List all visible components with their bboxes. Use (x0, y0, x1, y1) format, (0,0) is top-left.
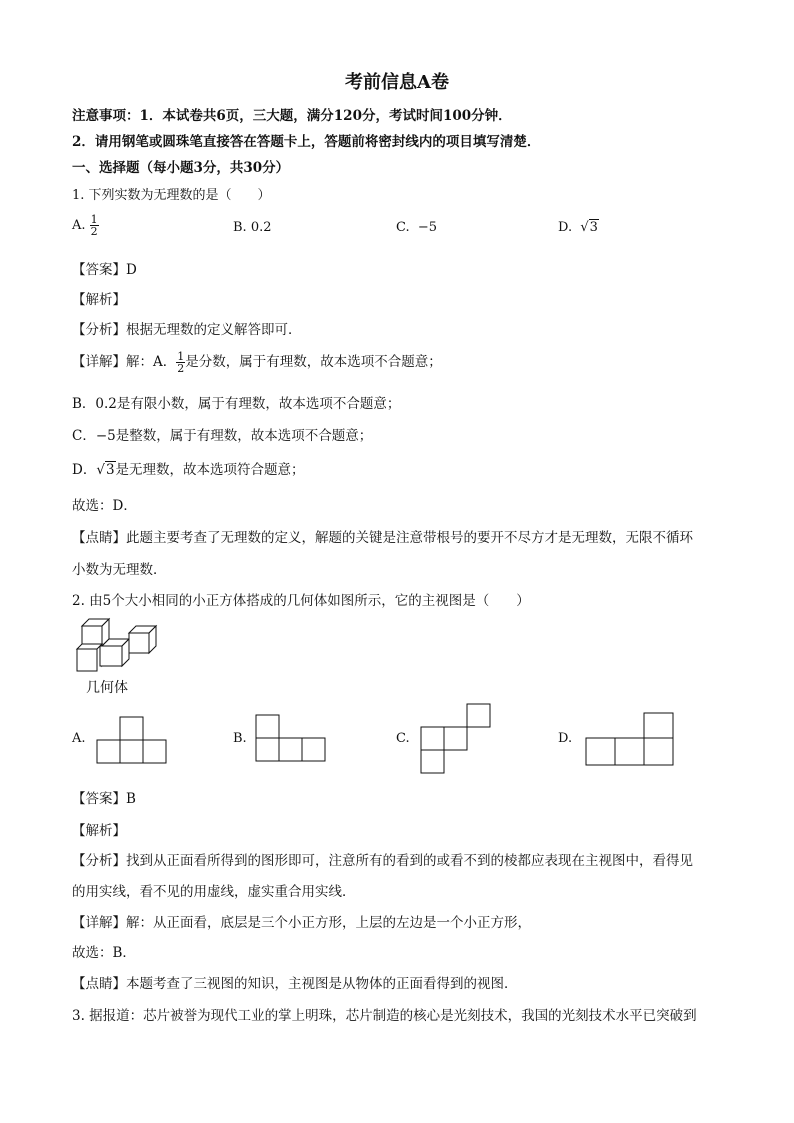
sqrt: √3 (580, 220, 598, 235)
q1-option-c: C. −5 (396, 220, 438, 235)
q2-option-b-label: B. (233, 731, 247, 746)
q1-dianjing-1: 【点睛】此题主要考查了无理数的定义，解题的关键是注意带根号的要开不尽方才是无理数，无限不循环 (72, 530, 693, 546)
notice-line-1: 注意事项：1．本试卷共6页，三大题，满分120分，考试时间100分钟． (72, 108, 512, 124)
q1-choose: 故选：D． (72, 498, 137, 514)
q1-option-a (72, 214, 99, 237)
fraction: $\frac{1}{2}$ (177, 350, 185, 375)
q1-option-b: B. 0.2 (233, 220, 272, 235)
q1-detail-a: 【详解】解：A． $\frac{1}{2}$ 是分数，属于有理数，故本选项不合题意； (72, 350, 442, 375)
q1-option-d: D. √3 (558, 220, 598, 235)
fraction: $\frac{1}{2}$ (90, 213, 98, 238)
q2-answer: 【答案】B (72, 791, 136, 807)
option-label: A. (72, 218, 86, 233)
q2-option-a-figure (96, 716, 168, 764)
q2-fenxi-1: 【分析】找到从正面看所得到的图形即可，注意所有的看到的或看不到的棱都应表现在主视图中，看得见 (72, 853, 693, 869)
q2-option-d-figure (585, 712, 677, 768)
q1-stem: 1. 下列实数为无理数的是（ ） (72, 188, 271, 203)
page-title: 考前信息A卷 (345, 72, 449, 93)
q1-fenxi: 【分析】根据无理数的定义解答即可． (72, 322, 302, 338)
q2-dianjing: 【点睛】本题考查了三视图的知识，主视图是从物体的正面看得到的视图． (72, 976, 518, 992)
q2-analysis-head: 【解析】 (72, 823, 126, 839)
q1-analysis-head: 【解析】 (72, 292, 126, 308)
notice-line-2: 2．请用钢笔或圆珠笔直接答在答题卡上，答题前将密封线内的项目填写清楚． (72, 134, 541, 150)
q2-option-b-figure (255, 714, 327, 762)
q1-detail-b: B．0.2是有限小数，属于有理数，故本选项不合题意； (72, 396, 401, 412)
q2-option-a-label: A. (72, 731, 86, 746)
q3-stem: 3. 据报道：芯片被誉为现代工业的掌上明珠，芯片制造的核心是光刻技术，我国的光刻技术水平已突破到 (72, 1008, 697, 1024)
q1-dianjing-2: 小数为无理数． (72, 562, 167, 578)
sqrt: √3 (96, 462, 115, 478)
q2-choose: 故选：B． (72, 945, 136, 961)
figure-caption: 几何体 (86, 680, 128, 696)
cube-figure (72, 616, 172, 676)
q2-option-c-label: C. (396, 731, 410, 746)
section-heading: 一、选择题（每小题3分，共30分） (72, 160, 290, 176)
q2-option-d-label: D. (558, 731, 573, 746)
q2-stem: 2. 由5个大小相同的小正方体搭成的几何体如图所示，它的主视图是（ ） (72, 593, 530, 609)
q1-answer: 【答案】D (72, 262, 137, 278)
q2-detail: 【详解】解：从正面看，底层是三个小正方形，上层的左边是一个小正方形， (72, 915, 531, 931)
q1-detail-d: D．√3是无理数，故本选项符合题意； (72, 462, 305, 478)
q2-option-c-figure (420, 703, 492, 775)
q2-fenxi-2: 的用实线，看不见的用虚线，虚实重合用实线． (72, 884, 356, 900)
q1-detail-c: C．−5是整数，属于有理数，故本选项不合题意； (72, 428, 373, 444)
